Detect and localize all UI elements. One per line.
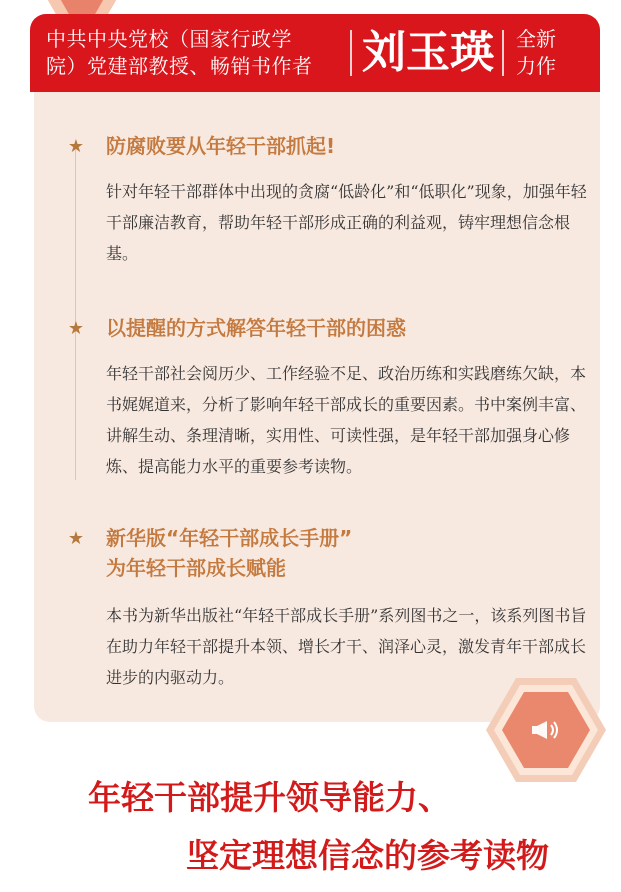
new-work-tag	[516, 26, 586, 80]
star-icon: ★	[67, 528, 85, 549]
section-body: 年轻干部社会阅历少、工作经验不足、政治历练和实践磨练欠缺，本书娓娓道来，分析了影响年轻干部成长的重要因素。书中案例丰富、讲解生动、条理清晰，实用性、可读性强，是年轻干部加强身心修炼、提高能力水平的重要参考读物。	[106, 364, 587, 476]
section-body: 针对年轻干部群体中出现的贪腐“低龄化”和“低职化”现象，加强年轻干部廉洁教育，帮助年轻干部形成正确的利益观，铸牢理想信念根基。	[106, 182, 587, 263]
section-heading: 防腐败要从年轻干部抓起!	[106, 134, 336, 158]
tag-line1: 全新	[516, 27, 556, 51]
tag-line2: 力作	[516, 54, 556, 78]
author-banner	[30, 14, 600, 92]
megaphone-icon	[529, 717, 563, 743]
slogan-line1: 年轻干部提升领导能力、	[88, 778, 451, 817]
section-heading-line1: 新华版“年轻干部成长手册”	[106, 526, 353, 550]
banner-divider-right	[502, 30, 504, 76]
slogan-line2: 坚定理想信念的参考读物	[186, 836, 549, 875]
section-heading-line2: 为年轻干部成长赋能	[106, 556, 286, 580]
author-desc-line2: 院）党建部教授、畅销书作者	[46, 54, 313, 78]
star-icon: ★	[67, 318, 85, 339]
section-heading: 以提醒的方式解答年轻干部的困惑	[106, 316, 406, 340]
features-panel	[34, 92, 600, 722]
timeline-line	[75, 150, 76, 480]
author-name: 刘玉瑛	[362, 27, 494, 78]
star-icon: ★	[67, 136, 85, 157]
section-body: 本书为新华出版社“年轻干部成长手册”系列图书之一，该系列图书旨在助力年轻干部提升本领、增长才干、润泽心灵，激发青年干部成长进步的内驱动力。	[106, 606, 587, 687]
banner-divider-left	[350, 30, 352, 76]
author-description	[46, 26, 346, 80]
author-desc-line1: 中共中央党校（国家行政学	[46, 27, 292, 51]
